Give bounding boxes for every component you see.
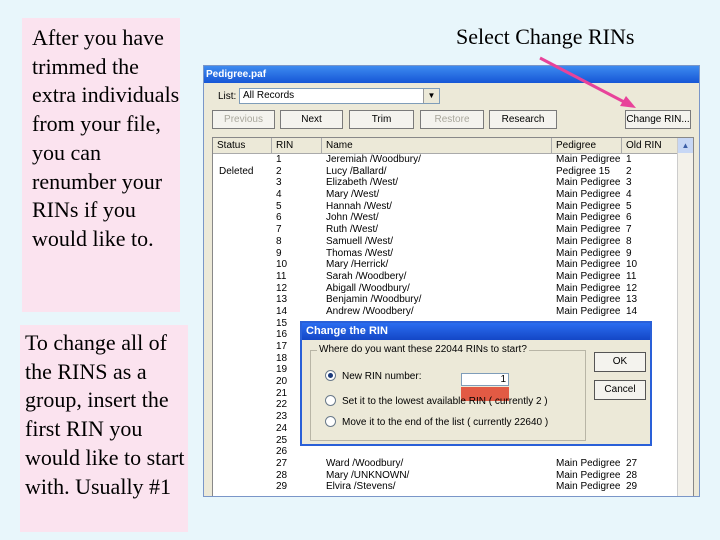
cell-rin: 28 [276,469,288,481]
cell-old: 29 [626,481,638,493]
table-row[interactable] [213,201,679,213]
column-pedigree[interactable]: Pedigree [552,138,622,153]
list-dropdown[interactable] [239,88,440,104]
trim-note: After you have trimmed the extra individuals from your file, you can renumber your RINs if you would like to. [22,18,180,312]
table-row[interactable] [213,294,679,306]
option-end-of-list[interactable] [325,417,548,428]
table-row[interactable] [213,283,679,295]
cell-rin: 10 [276,259,288,271]
dialog-question: Where do you want these 22044 RINs to start? [319,344,527,355]
table-row[interactable] [213,271,679,283]
cell-name: Samuell /West/ [326,235,394,247]
column-rin[interactable]: RIN [272,138,322,153]
cell-rin: 5 [276,200,282,212]
cell-rin: 22 [276,399,288,411]
cell-rin: 4 [276,189,282,201]
cell-rin: 16 [276,329,288,341]
cell-name: Ward /Woodbury/ [326,457,404,469]
cell-old: 9 [626,247,632,259]
slide-title: Select Change RINs [456,24,635,49]
cell-pedigree: Main Pedigree [556,294,621,306]
cell-rin: 27 [276,457,288,469]
window-title: Pedigree.paf [204,66,699,83]
cell-old: 6 [626,212,632,224]
table-row[interactable] [213,177,679,189]
scroll-up-icon[interactable]: ▲ [678,138,693,153]
cell-pedigree: Main Pedigree [556,305,621,317]
cell-name: Lucy /Ballard/ [326,165,387,177]
cell-old: 27 [626,457,638,469]
list-label: List: [218,91,237,102]
cell-rin: 1 [276,154,282,165]
cell-old: 10 [626,259,638,271]
cell-rin: 26 [276,446,288,458]
previous-button[interactable]: Previous [212,110,275,129]
table-row[interactable] [213,470,679,482]
table-row[interactable] [213,248,679,260]
next-button[interactable]: Next [280,110,343,129]
change-rin-dialog [300,321,652,446]
cell-name: Thomas /West/ [326,247,394,259]
table-header [213,138,679,154]
cell-rin: 17 [276,341,288,352]
option-lowest-rin-label: Set it to the lowest available RIN ( currently 2 ) [342,396,548,408]
cell-old: 3 [626,177,632,189]
cell-name: John /West/ [326,212,379,224]
cell-old: 11 [626,270,637,282]
cell-pedigree: Main Pedigree [556,259,621,271]
cell-rin: 6 [276,212,282,224]
table-row[interactable] [213,481,679,493]
cell-rin: 21 [276,387,288,399]
cell-pedigree: Main Pedigree [556,212,621,224]
cell-rin: 29 [276,481,288,493]
cell-name: Mary /West/ [326,189,380,201]
radio-icon[interactable] [325,395,336,406]
restore-button[interactable]: Restore [420,110,484,129]
cell-rin: 14 [276,305,288,317]
cell-rin: 25 [276,434,288,446]
cell-old: 7 [626,224,632,236]
cell-rin: 8 [276,235,282,247]
cell-rin: 19 [276,364,288,376]
table-row[interactable] [213,212,679,224]
cell-name: Elizabeth /West/ [326,177,399,189]
cell-pedigree: Main Pedigree [556,469,621,481]
table-row[interactable] [213,446,679,458]
cell-pedigree: Main Pedigree [556,189,621,201]
list-dropdown-value: All Records [243,90,295,101]
radio-icon[interactable] [325,416,336,427]
cell-pedigree: Main Pedigree [556,154,621,165]
cell-old: 12 [626,282,638,294]
cell-rin: 11 [276,270,287,282]
cell-rin: 13 [276,294,288,306]
cell-rin: 9 [276,247,282,259]
column-status[interactable]: Status [213,138,272,153]
cell-pedigree: Main Pedigree [556,282,621,294]
option-lowest-rin[interactable] [325,396,548,407]
cancel-button[interactable]: Cancel [594,380,646,400]
cell-pedigree: Main Pedigree [556,481,621,493]
vertical-scrollbar[interactable] [677,138,693,497]
cell-old: 28 [626,469,638,481]
cell-name: Jeremiah /Woodbury/ [326,154,421,165]
cell-old: 4 [626,189,632,201]
ok-button[interactable]: OK [594,352,646,372]
cell-old: 5 [626,200,632,212]
trim-button[interactable]: Trim [349,110,414,129]
radio-selected-icon[interactable] [325,370,336,381]
table-row[interactable] [213,224,679,236]
column-old-rin[interactable]: Old RIN [622,138,679,153]
start-options-group [310,344,586,441]
cell-pedigree: Main Pedigree [556,457,621,469]
table-row[interactable] [213,189,679,201]
cell-pedigree: Main Pedigree [556,247,621,259]
table-row[interactable] [213,154,679,166]
cell-name: Benjamin /Woodbury/ [326,294,422,306]
table-row[interactable] [213,166,679,178]
change-rin-button[interactable]: Change RIN... [625,110,691,129]
option-new-rin[interactable] [325,371,421,382]
cell-name: Mary /Herrick/ [326,259,389,271]
cell-pedigree: Main Pedigree [556,270,621,282]
cell-name: Andrew /Woodbery/ [326,305,414,317]
cell-rin: 12 [276,282,288,294]
cell-name: Mary /UNKNOWN/ [326,469,410,481]
pedigree-window [203,65,700,497]
table-row[interactable] [213,458,679,470]
dialog-title: Change the RIN [302,323,650,340]
cell-rin: 2 [276,165,282,177]
table-row[interactable] [213,236,679,248]
cell-rin: 7 [276,224,282,236]
option-new-rin-label: New RIN number: [342,371,422,383]
cell-rin: 3 [276,177,282,189]
cell-status: Deleted [219,165,254,177]
research-button[interactable]: Research [489,110,557,129]
cell-name: Abigall /Woodbury/ [326,282,410,294]
column-name[interactable]: Name [322,138,552,153]
cell-name: Hannah /West/ [326,200,392,212]
cell-rin: 24 [276,422,288,434]
change-rins-note: To change all of the RINS as a group, insert the first RIN you would like to start with. Usually #1 [20,325,188,532]
cell-name: Sarah /Woodbery/ [326,270,407,282]
cell-rin: 20 [276,376,288,388]
cell-pedigree: Main Pedigree [556,177,621,189]
cell-old: 8 [626,235,632,247]
cell-name: Elvira /Stevens/ [326,481,396,493]
cell-name: Ruth /West/ [326,224,379,236]
cell-old: 2 [626,165,632,177]
cell-pedigree: Main Pedigree [556,224,621,236]
table-row[interactable] [213,259,679,271]
cell-pedigree: Main Pedigree [556,200,621,212]
cell-old: 1 [626,154,632,165]
cell-old: 13 [626,294,638,306]
cell-pedigree: Main Pedigree [556,235,621,247]
new-rin-input[interactable]: 1 [461,373,509,386]
cell-old: 14 [626,305,638,317]
table-row[interactable] [213,306,679,318]
cell-rin: 15 [276,317,288,329]
cell-rin: 18 [276,352,288,364]
cell-rin: 23 [276,411,288,423]
cell-pedigree: Pedigree 15 [556,165,610,177]
option-end-of-list-label: Move it to the end of the list ( currently 22640 ) [342,417,549,429]
dropdown-arrow-icon[interactable]: ▼ [423,89,439,103]
